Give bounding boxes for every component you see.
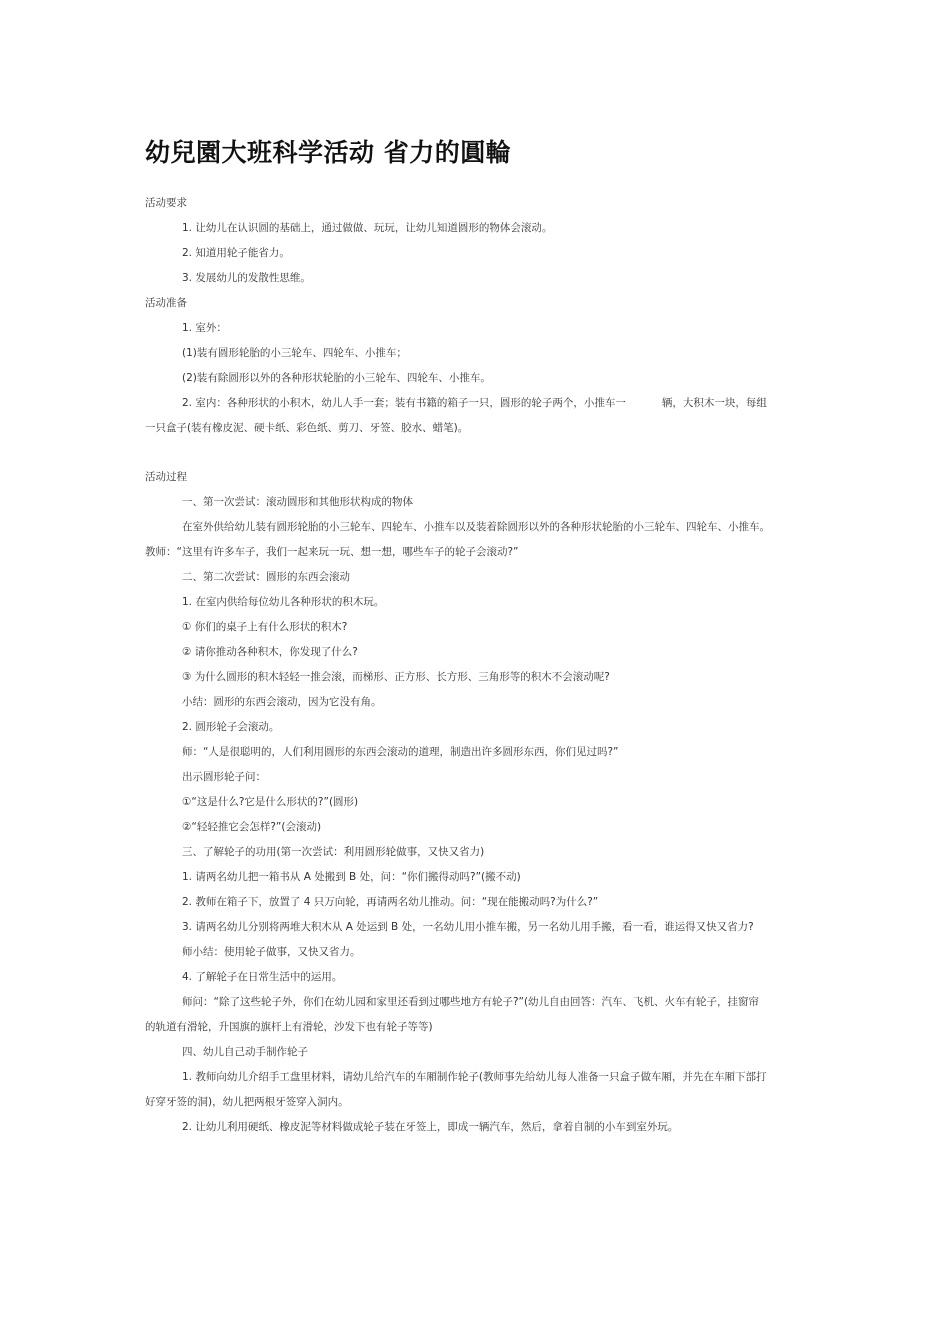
preparation-indoor-text-b: 辆，大积木一块，每组 [661,397,767,409]
process-line: 2. 让幼儿利用硬纸、橡皮泥等材料做成轮子装在牙签上，即成一辆汽车，然后，拿着自制的小车到室外玩。 [182,1121,679,1133]
process-line: 在室外供给幼儿装有圆形轮胎的小三轮车、四轮车、小推车以及装着除圆形以外的各种形状轮胎的小三轮车、四轮车、小推车。 [182,521,770,533]
process-line: 四、幼儿自己动手制作轮子 [182,1046,308,1058]
process-line: 1. 在室内供给每位幼儿各种形状的积木玩。 [182,596,385,608]
preparation-indoor-line-cont: 一只盒子(装有橡皮泥、硬卡纸、彩色纸、剪刀、牙签、胶水、蜡笔)。 [145,422,469,434]
preparation-item: (2)装有除圆形以外的各种形状轮胎的小三轮车、四轮车、小推车。 [182,372,491,384]
preparation-indoor-text-a: 2. 室内：各种形状的小积木，幼儿人手一套；装有书籍的箱子一只，圆形的轮子两个，小推车一 [182,397,626,409]
process-line: 1. 请两名幼儿把一箱书从 A 处搬到 B 处，问：“你们搬得动吗?”(搬不动) [182,871,521,883]
process-line: 好穿牙签的洞)，幼儿把两根牙签穿入洞内。 [145,1096,349,1108]
process-line: 出示圆形轮子问： [182,771,266,783]
process-line: 小结：圆形的东西会滚动，因为它没有角。 [182,696,382,708]
requirement-item: 3. 发展幼儿的发散性思维。 [182,272,311,284]
process-line: ①“这是什么?它是什么形状的?”(圆形) [182,796,359,808]
section-heading-process: 活动过程 [145,471,187,483]
process-line: 1. 教师向幼儿介绍手工盘里材料，请幼儿给汽车的车厢制作轮子(教师事先给幼儿每人准备一只盒子做车厢，并先在车厢下部打 [182,1071,767,1083]
process-line: 4. 了解轮子在日常生活中的运用。 [182,971,343,983]
process-line: 3. 请两名幼儿分别将两堆大积木从 A 处运到 B 处，一名幼儿用小推车搬，另一名幼儿用手搬，看一看，谁运得又快又省力? [182,921,754,933]
section-heading-preparation: 活动准备 [145,297,187,309]
preparation-item: (1)装有圆形轮胎的小三轮车、四轮车、小推车； [182,347,407,359]
process-line: 师小结：使用轮子做事，又快又省力。 [182,946,361,958]
requirement-item: 2. 知道用轮子能省力。 [182,247,290,259]
process-line: ②“轻轻推它会怎样?”(会滚动) [182,821,322,833]
section-heading-requirements: 活动要求 [145,197,187,209]
process-line: ① 你们的桌子上有什么形状的积木? [182,621,348,633]
process-line: 师：“人是很聪明的，人们利用圆形的东西会滚动的道理，制造出许多圆形东西，你们见过吗?” [182,746,619,758]
process-line: ③ 为什么圆形的积木轻轻一推会滚，而梯形、正方形、长方形、三角形等的积木不会滚动呢? [182,671,610,683]
process-line: 的轨道有滑轮，升国旗的旗杆上有滑轮，沙发下也有轮子等等) [145,1021,433,1033]
document-title: 幼兒園大班科学活动 省力的圓輪 [145,138,512,167]
process-line: 教师：“这里有许多车子，我们一起来玩一玩、想一想，哪些车子的轮子会滚动?” [145,546,519,558]
preparation-indoor-line [182,391,805,416]
process-line: 三、了解轮子的功用(第一次尝试：利用圆形轮做事，又快又省力) [182,846,485,858]
requirement-item: 1. 让幼儿在认识圆的基础上，通过做做、玩玩，让幼儿知道圆形的物体会滚动。 [182,222,553,234]
process-line: 2. 教师在箱子下，放置了 4 只万向轮，再请两名幼儿推动。问：“现在能搬动吗?为什么?” [182,896,599,908]
process-line: 师问：“除了这些轮子外，你们在幼儿园和家里还看到过哪些地方有轮子?”(幼儿自由回答：汽车、飞机、火车有轮子，挂窗帘 [182,996,760,1008]
process-line: 二、第二次尝试：圆形的东西会滚动 [182,571,350,583]
process-line: ② 请你推动各种积木，你发现了什么? [182,646,358,658]
process-line: 2. 圆形轮子会滚动。 [182,721,280,733]
process-line: 一、第一次尝试：滚动圆形和其他形状构成的物体 [182,496,413,508]
preparation-outdoor-label: 1. 室外： [182,322,227,334]
